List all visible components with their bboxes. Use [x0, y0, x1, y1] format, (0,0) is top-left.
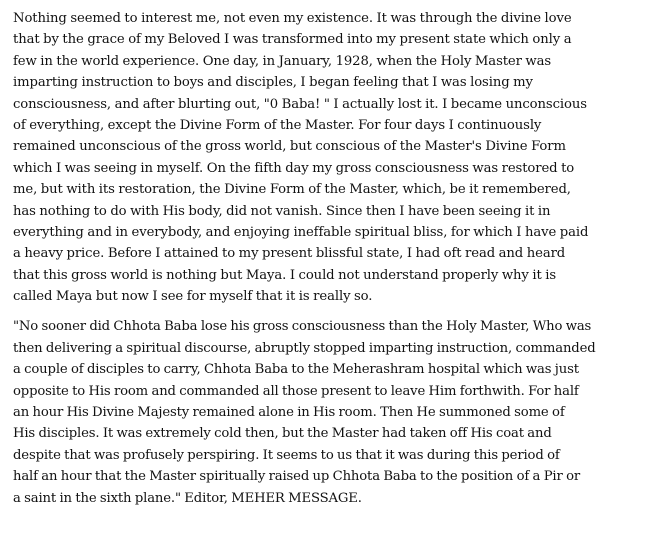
text-line: of everything, except the Divine Form of the Master. For four days I continuously	[13, 117, 542, 133]
text-line: that by the grace of my Beloved I was transformed into my present state which only a	[13, 32, 572, 48]
text-line: everything and in everybody, and enjoying ineffable spiritual bliss, for which I have paid	[13, 224, 589, 240]
text-line: which I was seeing in myself. On the fifth day my gross consciousness was restored to	[13, 160, 575, 176]
paragraph-1	[13, 8, 644, 307]
text-line: His disciples. It was extremely cold then, but the Master had taken off His coat and	[13, 426, 552, 442]
text-line: "No sooner did Chhota Baba lose his gross consciousness than the Holy Master, Who was	[13, 319, 592, 335]
text-line: Nothing seemed to interest me, not even my existence. It was through the divine love	[13, 11, 572, 26]
paragraph-2	[13, 316, 644, 509]
text-line: called Maya but now I see for myself that it is really so.	[13, 289, 373, 305]
text-line: that this gross world is nothing but Maya. I could not understand properly why it is	[13, 267, 557, 283]
text-line: a heavy price. Before I attained to my present blissful state, I had oft read and heard	[13, 246, 566, 262]
text-line: despite that was profusely perspiring. It seems to us that it was during this period of	[13, 447, 560, 463]
text-line: consciousness, and after blurting out, "0 Baba! " I actually lost it. I became unconscious	[13, 96, 587, 112]
text-line: imparting instruction to boys and disciples, I began feeling that I was losing my	[13, 75, 533, 91]
text-line: an hour His Divine Majesty remained alone in His room. Then He summoned some of	[13, 405, 565, 421]
text-line: half an hour that the Master spiritually raised up Chhota Baba to the position of a Pir or	[13, 469, 581, 485]
text-line: a saint in the sixth plane." Editor, MEHER MESSAGE.	[13, 490, 362, 506]
text-line: a couple of disciples to carry, Chhota Baba to the Meherashram hospital which was just	[13, 362, 579, 378]
text-line: remained unconscious of the gross world, but conscious of the Master's Divine Form	[13, 139, 566, 155]
text-line: opposite to His room and commanded all those present to leave Him forthwith. For half	[13, 383, 579, 399]
text-line: has nothing to do with His body, did not vanish. Since then I have been seeing it in	[13, 203, 551, 219]
text-line: me, but with its restoration, the Divine Form of the Master, which, be it remembered,	[13, 182, 571, 198]
text-line: few in the world experience. One day, in January, 1928, when the Holy Master was	[13, 53, 552, 69]
text-line: then delivering a spiritual discourse, abruptly stopped imparting instruction, commanded	[13, 340, 596, 356]
